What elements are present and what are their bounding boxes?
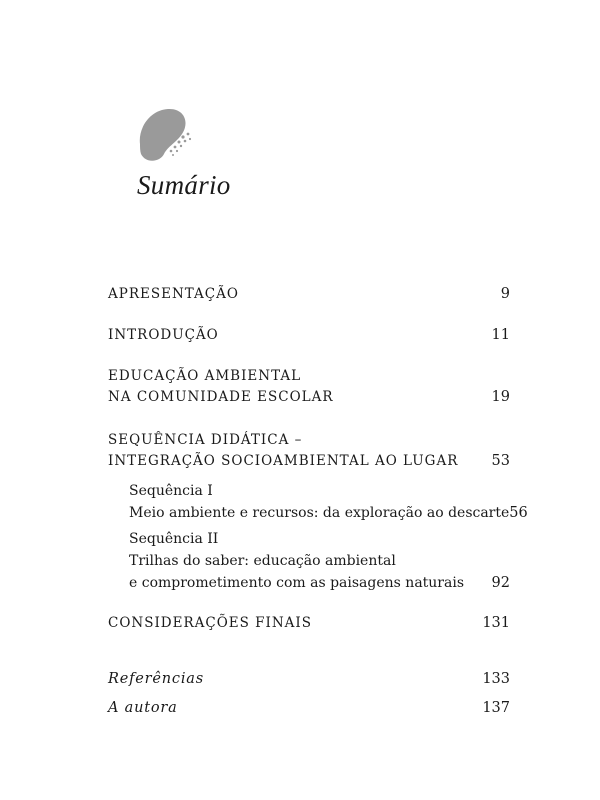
toc-label: INTRODUÇÃO — [108, 327, 219, 343]
toc-page-number: 9 — [500, 286, 510, 302]
toc-label: A autora — [108, 700, 178, 716]
toc-page-number: 133 — [482, 671, 510, 687]
toc-entry-introducao[interactable] — [108, 324, 510, 346]
toc-entry-consideracoes-finais[interactable] — [108, 612, 510, 634]
toc-entry-sequencia-didatica[interactable] — [108, 429, 510, 472]
toc-label-line2: NA COMUNIDADE ESCOLAR — [108, 389, 334, 405]
toc-entry-educacao-ambiental[interactable] — [108, 365, 510, 408]
toc-page-number: 131 — [482, 615, 510, 631]
toc-label: Referências — [108, 671, 204, 687]
toc-page-number: 53 — [491, 453, 510, 469]
toc-label: APRESENTAÇÃO — [108, 286, 239, 302]
toc-label-line3: e comprometimento com as paisagens naturais — [129, 575, 465, 591]
toc-entry-sequencia-2[interactable] — [129, 528, 510, 594]
page-title: Sumário — [137, 170, 231, 200]
toc-label-line1: EDUCAÇÃO AMBIENTAL — [108, 368, 302, 384]
toc-page-number: 92 — [491, 575, 510, 591]
toc-label: CONSIDERAÇÕES FINAIS — [108, 615, 313, 631]
toc-label-line1: Sequência II — [129, 531, 219, 547]
toc-entry-referencias[interactable] — [108, 668, 510, 690]
toc-label-line2: Trilhas do saber: educação ambiental — [129, 553, 396, 569]
toc-entry-apresentacao[interactable] — [108, 283, 510, 305]
toc-page-number: 11 — [491, 327, 510, 343]
toc-label-line2: Meio ambiente e recursos: da exploração ao descarte — [129, 505, 510, 521]
toc-entry-a-autora[interactable] — [108, 697, 510, 719]
seed-logo-icon — [134, 106, 196, 168]
toc-label-line1: SEQUÊNCIA DIDÁTICA – — [108, 432, 303, 448]
toc-page-number: 137 — [482, 700, 510, 716]
toc-page-number: 19 — [491, 389, 510, 405]
seed-shape — [140, 109, 186, 161]
toc-label-line1: Sequência I — [129, 483, 213, 499]
toc-entry-sequencia-1[interactable] — [129, 480, 528, 524]
toc-label-line2: INTEGRAÇÃO SOCIOAMBIENTAL AO LUGAR — [108, 453, 459, 469]
toc-page-number: 56 — [509, 505, 528, 521]
